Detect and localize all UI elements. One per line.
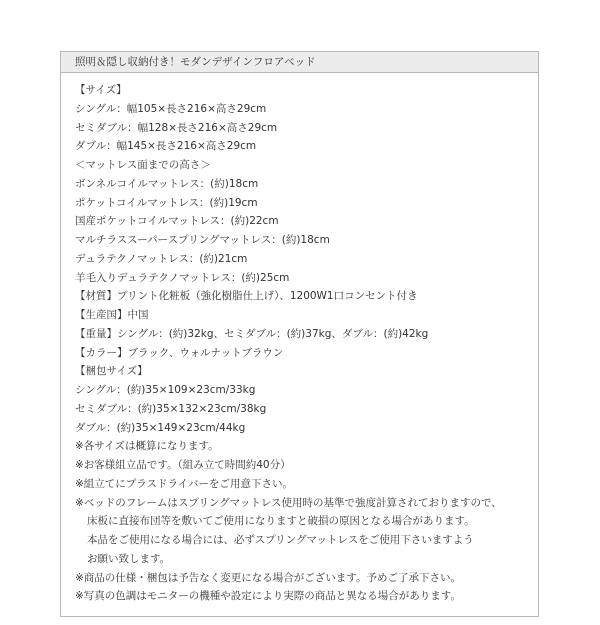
spec-line: 本品をご使用になる場合には、必ずスプリングマットレスをご使用下さいますよう xyxy=(87,534,474,546)
spec-line: 【材質】プリント化粧板（強化樹脂仕上げ）、1200W1口コンセント付き xyxy=(75,290,418,303)
spec-line: ※各サイズは概算になります。 xyxy=(75,440,219,453)
spec-line: ダブル：(約)35×149×23cm/44kg xyxy=(75,421,246,434)
spec-line: 【重量】シングル：(約)32kg、セミダブル：(約)37kg、ダブル：(約)42kg xyxy=(75,327,429,340)
spec-line: 床板に直接布団等を敷いてご使用になりますと破損の原因となる場合があります。 xyxy=(87,515,475,528)
spec-line: ※商品の仕様・梱包は予告なく変更になる場合がございます。予めご了承下さい。 xyxy=(75,571,461,584)
spec-line: 【カラー】ブラック、ウォルナットブラウン xyxy=(75,346,284,359)
spec-line: 【生産国】中国 xyxy=(75,309,149,321)
spec-line: シングル：(約)35×109×23cm/33kg xyxy=(75,384,256,396)
spec-line: お願い致します。 xyxy=(87,552,171,565)
spec-list xyxy=(75,81,535,606)
spec-line: ダブル：幅145×長さ216×高さ29cm xyxy=(75,140,257,153)
spec-line: ※お客様組立品です。（組み立て時間約40分） xyxy=(75,459,291,471)
spec-line: マルチラススーパースプリングマットレス：(約)18cm xyxy=(75,234,330,246)
panel-title: 照明＆隠し収納付き！モダンデザインフロアベッド xyxy=(61,52,538,73)
spec-line: ボンネルコイルマットレス：(約)18cm xyxy=(75,177,259,190)
spec-line: 羊毛入りデュラテクノマットレス：(約)25cm xyxy=(75,271,290,284)
spec-line: セミダブル：(約)35×132×23cm/38kg xyxy=(75,402,267,415)
spec-line: ※写真の色調はモニターの機種や設定により実際の商品と異なる場合があります。 xyxy=(75,590,461,603)
spec-line: 国産ポケットコイルマットレス：(約)22cm xyxy=(75,215,279,228)
spec-line: デュラテクノマットレス：(約)21cm xyxy=(75,252,248,265)
spec-line: 【梱包サイズ】 xyxy=(75,365,148,378)
spec-line: セミダブル：幅128×長さ216×高さ29cm xyxy=(75,121,278,134)
spec-line: ※ベッドのフレームはスプリングマットレス使用時の基準で強度計算されておりますので、 xyxy=(75,496,502,509)
spec-line: 【サイズ】 xyxy=(75,84,127,96)
spec-line: シングル：幅105×長さ216×高さ29cm xyxy=(75,102,267,115)
spec-line: ※組立てにプラスドライバーをご用意下さい。 xyxy=(75,477,293,490)
spec-panel xyxy=(60,51,539,617)
spec-line: ＜マットレス面までの高さ＞ xyxy=(75,159,211,171)
spec-line: ポケットコイルマットレス：(約)19cm xyxy=(75,196,258,209)
